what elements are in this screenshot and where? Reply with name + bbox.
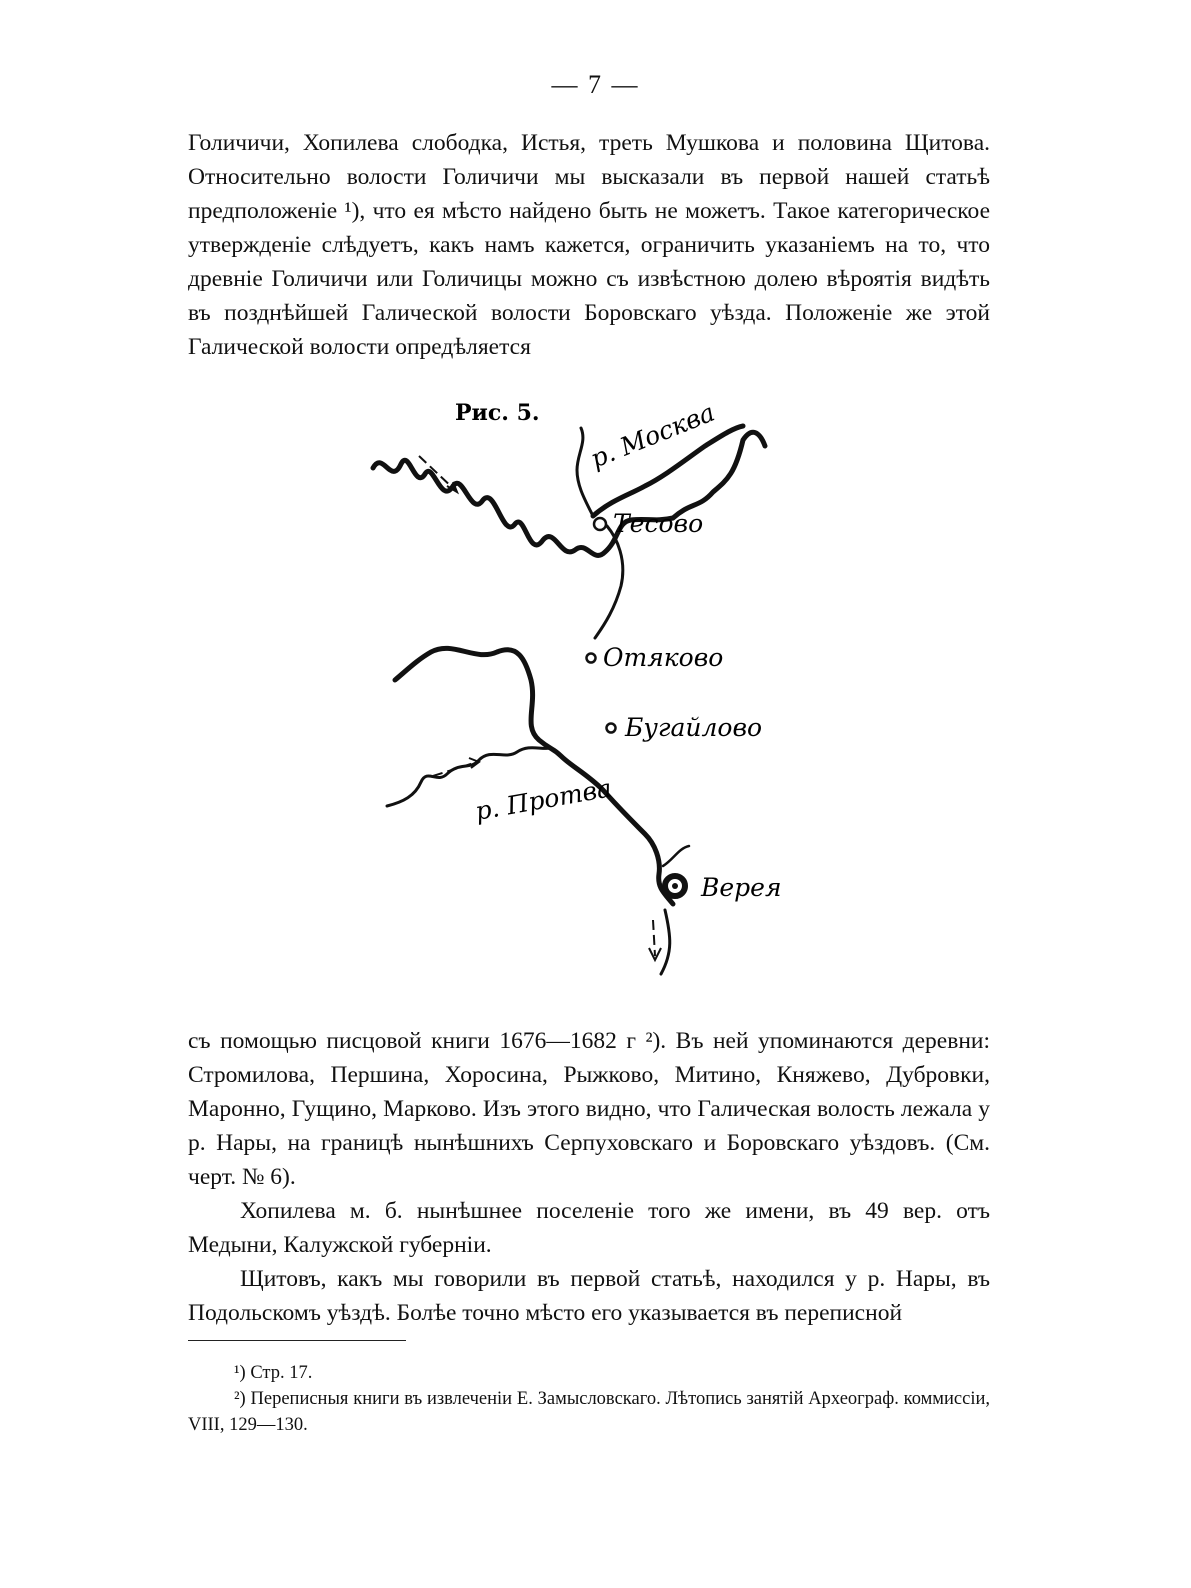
paragraph: Голичичи, Хопилева слободка, Истья, треть Мушкова и половина Щитова. Относительно волости Голичичи мы высказали въ первой нашей статьѣ предположеніе ¹), что ея мѣсто найдено быть не можетъ. Такое категорическое утвержденіе слѣдуетъ, какъ намъ кажется, ограничить указаніемъ на то, что древніе Голичичи или Голичицы можно съ извѣстною долею вѣроятія видѣть въ позднѣйшей Галической волости Боровскаго уѣзда. Положеніе же этой Галической волости опредѣляется [188,130,990,360]
tributary-east [663,846,689,866]
tributary-south [595,526,623,638]
paragraph: Хопилева м. б. нынѣшнее поселеніе того же имени, въ 49 вер. отъ Медыни, Калужской губерніи. [188,1198,990,1258]
body-text-bottom [188,1024,990,1330]
flow-arrow-south [653,920,655,956]
tesovo-marker [594,518,606,530]
footnotes [188,1360,990,1438]
label-protva: р. Протва [473,773,614,826]
paragraph: Щитовъ, какъ мы говорили въ первой статьѣ, находился у р. Нары, въ Подольскомъ уѣздѣ. Болѣе точно мѣсто его указывается въ переписной [188,1266,990,1326]
footnote-1: ¹) Стр. 17. [234,1363,313,1383]
river-south [661,910,670,974]
footnote-2: ²) Переписныя книги въ извлеченіи Е. Замысловскаго. Лѣтопись занятій Археограф. коммиссіи, VIII, 129—130. [188,1389,990,1435]
paragraph: съ помощью писцовой книги 1676—1682 г ²). Въ ней упоминаются деревни: Стромилова, Першина, Хоросина, Рыжково, Митино, Княжево, Дубровки, Маронно, Гущино, Марково. Изъ этого видно, что Галическая волость лежала у р. Нары, на границѣ нынѣшнихъ Серпуховскаго и Боровскаго уѣздовъ. (См. черт. № 6). [188,1028,990,1190]
footnote-divider [188,1340,406,1341]
body-text-top [188,126,990,364]
label-vereya: Верея [701,873,782,902]
label-bugailovo: Бугайлово [625,713,763,742]
label-tesovo: Тесово [613,509,704,538]
river-map-drawing [355,390,795,980]
label-moskva: р. Москва [586,397,719,474]
tributary-north [577,428,593,516]
label-otyakovo: Отяково [603,643,724,672]
figure-map [355,390,795,980]
figure-caption: Рис. 5. [455,400,540,426]
moskva-river-line [373,432,765,555]
bugailovo-marker [607,724,616,733]
page-number: — 7 — [551,70,640,99]
otyakovo-marker [587,654,596,663]
flow-arrow-protva [433,762,477,776]
